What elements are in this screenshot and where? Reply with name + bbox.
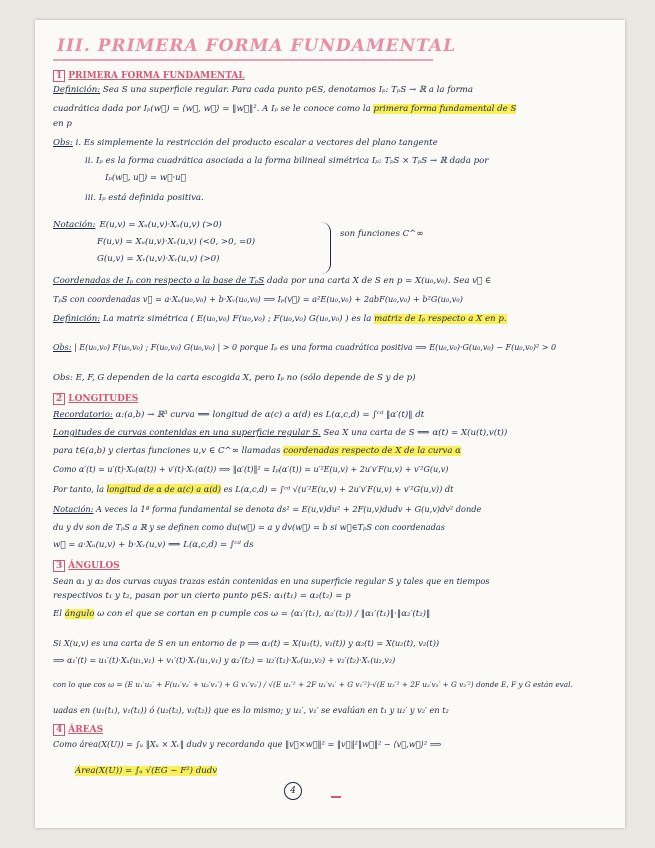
- observation-label: Obs:: [53, 138, 73, 148]
- notation-line: [97, 236, 255, 248]
- observation-line: [85, 155, 488, 167]
- definition-label: Definición:: [53, 85, 101, 95]
- highlight-term: matriz de Iₚ respecto a X en p.: [374, 314, 507, 324]
- definition-text: en p: [53, 119, 72, 129]
- notation-line: [53, 503, 481, 515]
- notebook-page: [35, 20, 625, 828]
- coordinates-text: dada por una carta X de S en p = X(u₀,v₀). Sea v⃗ ∈: [264, 276, 492, 286]
- observation-text: | E(u₀,v₀) F(u₀,v₀) ; F(u₀,v₀) G(u₀,v₀) | > 0 porque Iₚ es una forma cuadrática positiva ⟹ E(u₀,v₀)·G(u₀,v₀) − F(u₀,v₀)² > 0: [71, 343, 557, 352]
- highlight-formula: Área(X(U)) = ∫ᵤ √(EG − F²) dudv: [75, 766, 218, 776]
- lengths-text: Por tanto, la: [53, 484, 107, 494]
- lengths-line: Como α′(t) = u′(t)·Xᵤ(α(t)) + v′(t)·Xᵥ(α(t)) ⟹ ‖α′(t)‖² = Iₚ(α′(t)) = u′²E(u,v) + 2u′v′F(u,v) + v′²G(u,v): [53, 465, 449, 474]
- title-underline: [53, 59, 433, 61]
- highlight-term: longitud de α de α(c) a α(d): [106, 484, 221, 494]
- notation-line: [97, 253, 220, 265]
- observation-line: [53, 342, 556, 354]
- notation-text: E(u,v) = Xᵤ(u,v)·Xᵤ(u,v) (>0): [99, 220, 222, 230]
- highlight-term: primera forma fundamental de S: [373, 104, 517, 114]
- lengths-line: [53, 445, 461, 457]
- notation-line: w⃗ = a·Xᵤ(u,v) + b·Xᵥ(u,v) ⟹ L(α,c,d) = ∫ᶜᵈ ds: [53, 540, 254, 550]
- coordinates-heading: Coordenadas de Iₚ con respecto a la base de TₚS: [53, 276, 265, 286]
- coordinates-line: [53, 275, 491, 287]
- angles-line: ⟹ α₁′(t) = u₁′(t)·Xᵤ(u₁,v₁) + v₁′(t)·Xᵥ(u₁,v₁) y α₂′(t₂) = u₂′(t₂)·Xᵤ(u₂,v₂) + v₂′(t₂)·Xᵥ(u₂,v₂): [53, 656, 396, 665]
- lengths-line: [53, 483, 453, 495]
- highlight-term: ángulo: [64, 609, 95, 619]
- angles-text: El: [53, 609, 65, 619]
- observation-line: [105, 172, 186, 184]
- section-label: ÁREAS: [68, 725, 104, 735]
- observation-text: i. Es simplemente la restricción del producto escalar a vectores del plano tangente: [72, 138, 438, 148]
- lengths-text: Sea X una carta de S ⟹ α(t) = X(u(t),v(t)): [320, 428, 508, 438]
- coordinates-line: [53, 293, 463, 305]
- coordinates-text: TₚS con coordenadas v⃗ = a·Xᵤ(u₀,v₀) + b·Xᵥ(u₀,v₀) ⟹ Iₚ(v⃗) = a²E(u₀,v₀) + 2abF(u₀,v₀) + b²G(u₀,v₀): [53, 294, 463, 304]
- angles-line: Si X(u,v) es una carta de S en un entorno de p ⟹ α₁(t) = X(u₁(t), v₁(t)) y α₂(t) = X(u₂(t), v₂(t)): [53, 638, 440, 648]
- definition-label: Definición:: [53, 314, 101, 324]
- lengths-heading: Longitudes de curvas contenidas en una superficie regular S.: [53, 428, 321, 438]
- section-label: ÁNGULOS: [68, 561, 120, 571]
- definition-line: [53, 84, 473, 96]
- areas-line: Como área(X(U)) = ∫ᵤ ‖Xᵤ × Xᵥ‖ dudv y recordando que ‖v⃗×w⃗‖² = ‖v⃗‖²‖w⃗‖² − ⟨v⃗,w⃗⟩² ⟹: [53, 739, 442, 749]
- curly-brace: [320, 222, 331, 274]
- angles-line: [53, 608, 430, 620]
- observation-line: [53, 137, 438, 149]
- section-heading-1: [53, 70, 245, 82]
- definition-line: [53, 118, 72, 130]
- notation-text: G(u,v) = Xᵥ(u,v)·Xᵥ(u,v) (>0): [97, 254, 220, 264]
- lengths-text: es L(α,c,d) = ∫ᶜᵈ √(u′²E(u,v) + 2u′v′F(u,v) + v′²G(u,v)) dt: [220, 484, 454, 494]
- section-number: 3: [53, 560, 65, 572]
- notation-text: A veces la 1ª forma fundamental se denota ds² = E(u,v)du² + 2F(u,v)dudv + G(u,v)dv² donde: [93, 504, 482, 514]
- section-heading-3: [53, 560, 120, 572]
- decorative-dash: [331, 796, 341, 798]
- section-heading-4: [53, 724, 103, 736]
- section-number: 2: [53, 393, 65, 405]
- notation-side-text: son funciones C^∞: [340, 229, 424, 239]
- observation-text: iii. Iₚ está definida positiva.: [85, 193, 204, 203]
- lengths-text: para t∈(a,b) y ciertas funciones u,v ∈ C^∞ llamadas: [53, 446, 284, 456]
- page-title: III. PRIMERA FORMA FUNDAMENTAL: [57, 36, 457, 56]
- notation-label: Notación:: [53, 504, 94, 514]
- reminder-label: Recordatorio:: [53, 410, 113, 420]
- reminder-text: α:(a,b) → ℝ³ curva ⟹ longitud de α(c) a α(d) es L(α,c,d) = ∫ᶜᵈ ‖α′(t)‖ dt: [112, 410, 425, 420]
- section-label: LONGITUDES: [68, 394, 139, 404]
- angles-text: ω con el que se cortan en p cumple cos ω = ⟨α₁′(t₁), α₂′(t₂)⟩ / ‖α₁′(t₁)‖·‖α₂′(t₂)‖: [94, 609, 431, 619]
- page-number: 4: [284, 782, 302, 800]
- definition-line: [53, 103, 516, 115]
- areas-line: [75, 765, 217, 777]
- highlight-term: coordenadas respecto de X de la curva α: [283, 446, 461, 456]
- observation-text: ii. Iₚ es la forma cuadrática asociada a la forma bilineal simétrica Iₚ: TₚS × TₚS → ℝ dada por: [85, 156, 489, 166]
- observation-label: Obs:: [53, 343, 72, 352]
- notation-line: [53, 219, 222, 231]
- notation-text: F(u,v) = Xᵤ(u,v)·Xᵥ(u,v) (<0, >0, =0): [97, 237, 256, 247]
- angles-line: Sean α₁ y α₂ dos curvas cuyas trazas están contenidas en una superficie regular S y tales que en tiempos: [53, 576, 490, 586]
- angles-line: respectivos t₁ y t₂, pasan por un cierto punto p∈S: α₁(t₁) = α₂(t₂) = p: [53, 591, 351, 601]
- reminder-line: [53, 409, 424, 421]
- observation-line: Obs: E, F, G dependen de la carta escogida X, pero Iₚ no (sólo depende de S y de p): [53, 373, 416, 383]
- section-heading-2: [53, 393, 138, 405]
- definition-text: La matriz simétrica ( E(u₀,v₀) F(u₀,v₀) ; F(u₀,v₀) G(u₀,v₀) ) es la: [100, 314, 375, 324]
- angles-line: con lo que cos ω = (E u₁′u₂′ + F(u₁′v₂′ + u₂′v₁′) + G v₁′v₂′) / √(E u₁′² + 2F u₁′v₁′ + G v₁′²)·√(E u₂′² + 2F u₂′v₂′ + G v₂′²) donde E, F y G están eval.: [53, 680, 573, 689]
- definition-text: Sea S una superficie regular. Para cada punto p∈S, denotamos Iₚ: TₚS → ℝ a la forma: [100, 85, 473, 95]
- definition-line: [53, 313, 507, 325]
- observation-line: [85, 192, 204, 204]
- lengths-line: [53, 427, 507, 439]
- definition-text: cuadrática dada por Iₚ(w⃗) = ⟨w⃗, w⃗⟩ = ‖w⃗‖². A Iₚ se le conoce como la: [53, 104, 374, 114]
- notation-label: Notación:: [53, 220, 96, 230]
- section-number: 1: [53, 70, 65, 82]
- section-label: PRIMERA FORMA FUNDAMENTAL: [68, 71, 245, 81]
- observation-text: Iₚ(w⃗, u⃗) = w⃗·u⃗: [105, 173, 186, 183]
- notation-line: du y dv son de TₚS a ℝ y se definen como du(w⃗) = a y dv(w⃗) = b si w⃗∈TₚS con coordenadas: [53, 522, 445, 532]
- angles-line: uadas en (u₁(t₁), v₁(t₁)) ó (u₂(t₂), v₂(t₂)) que es lo mismo; y u₁′, v₁′ se evalúan en t₁ y u₂′ y v₂′ en t₂: [53, 705, 449, 715]
- section-number: 4: [53, 724, 65, 736]
